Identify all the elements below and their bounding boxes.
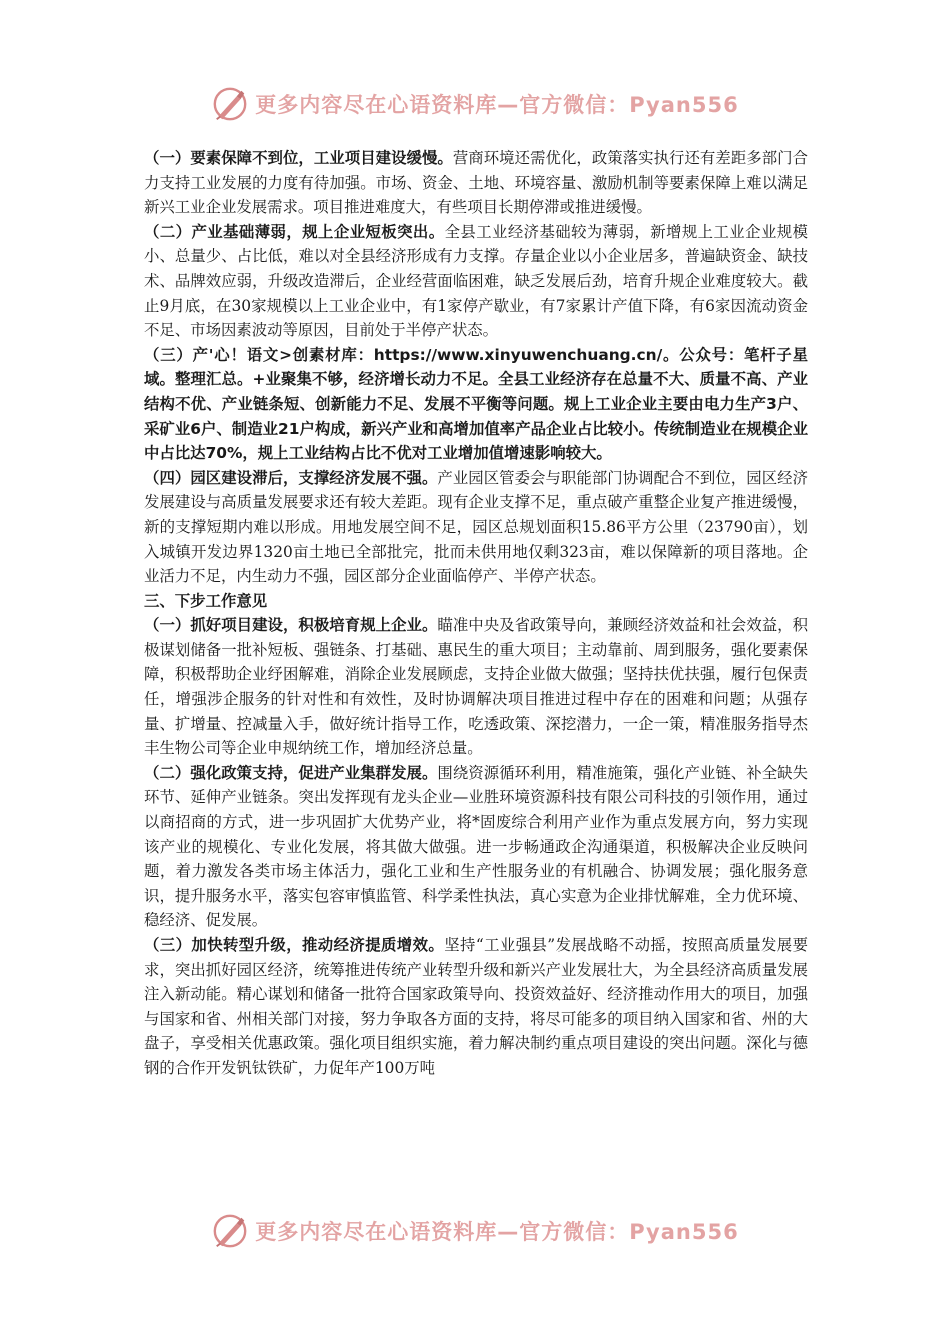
paragraph-lead: （四）园区建设滞后，支撑经济发展不强。 [144,468,438,487]
paragraph-text: 全县工业经济基础较为薄弱，新增规上工业企业规模小、总量少、占比低，难以对全县经济形成有力支撑。存量企业以小企业居多，普遍缺资金、缺技术、品牌效应弱，升级改造滞后，企业经营面临困难，缺乏发展后劲，培育升规企业难度较大。截止9月底，在30家规模以上工业企业中，有1家停产歇业，有7家累计产值下降，有6家因流动资金不足、市场因素波动等原因，目前处于半停产状态。 [144,222,808,340]
paragraph-5 [144,613,808,761]
paragraph-7 [144,933,808,1081]
paragraph-text: 围绕资源循环利用，精准施策，强化产业链、补全缺失环节、延伸产业链条。突出发挥现有龙头企业—业胜环境资源科技有限公司科技的引领作用，通过以商招商的方式，进一步巩固扩大优势产业，将*固废综合利用产业作为重点发展方向，努力实现该产业的规模化、专业化发展，将其做大做强。进一步畅通政企沟通渠道，积极解决企业反映问题，着力激发各类市场主体活力，强化工业和生产性服务业的有机融合、协调发展；强化服务意识，提升服务水平，落实包容审慎监管、科学柔性执法，真心实意为企业排忧解难，全力优环境、稳经济、促发展。 [144,763,808,930]
paragraph-lead: （二）产业基础薄弱，规上企业短板突出。 [144,222,445,241]
paragraph-lead: （一）抓好项目建设，积极培育规上企业。 [144,616,438,635]
watermark-text: 更多内容尽在心语资料库—官方微信：Pyan556 [255,1220,739,1244]
paragraph-2 [144,220,808,343]
footer-watermark [0,1209,950,1253]
paragraph-6 [144,761,808,933]
section-heading: 三、下步工作意见 [144,591,268,610]
paragraph-text: 坚持“工业强县”发展战略不动摇，按照高质量发展要求，突出抓好园区经济，统筹推进传统产业转型升级和新兴产业发展壮大，为全县经济高质量发展注入新动能。精心谋划和储备一批符合国家政策导向、投资效益好、经济推动作用大的项目，加强与国家和省、州相关部门对接，努力争取各方面的支持，将尽可能多的项目纳入国家和省、州的大盘子，享受相关优惠政策。强化项目组织实施，着力解决制约重点项目建设的突出问题。深化与德钢的合作开发钒钛铁矿，力促年产100万吨 [144,936,808,1077]
paragraph-text: 产业园区管委会与职能部门协调配合不到位，园区经济发展建设与高质量发展要求还有较大差距。现有企业支撑不足，重点破产重整企业复产推进缓慢，新的支撑短期内难以形成。用地发展空间不足，园区总规划面积15.86平方公里（23790亩），划入城镇开发边界1320亩土地已全部批完，批而未供用地仅剩323亩，难以保障新的项目落地。企业活力不足，内生动力不强，园区部分企业面临停产、半停产状态。 [144,468,808,586]
paragraph-lead: （一）要素保障不到位，工业项目建设缓慢。 [144,149,453,167]
paragraph-1 [144,146,808,220]
paragraph-text: 产'心！语文>创素材库：https://www.xinyuwenchuang.cn/。公众号：笔杆子星域。整理汇总。+业聚集不够，经济增长动力不足。全县工业经济存在总量不大、质量不高、产业结构不优、产业链条短、创新能力不足、发展不平衡等问题。规上工业企业主要由电力生产3户、采矿业6户、制造业21户构成，新兴产业和高增加值率产品企业占比较小。传统制造业在规模企业中占比达70%，规上工业结构占比不优对工业增加值增速影响较大。 [144,345,808,463]
watermark-text: 更多内容尽在心语资料库—官方微信：Pyan556 [255,93,739,117]
paragraph-3 [144,343,808,466]
paragraph-text: 营商环境还需优化，政策落实执行还有差距多部门合力支持工业发展的力度有待加强。市场、资金、土地、环境容量、激励机制等要素保障上难以满足新兴工业企业发展需求。项目推进难度大，有些项目长期停滞或推进缓慢。 [144,149,808,217]
pen-circle-logo-icon [211,85,249,123]
paragraph-text: 瞄准中央及省政策导向，兼顾经济效益和社会效益，积极谋划储备一批补短板、强链条、打基础、惠民生的重大项目；主动靠前、周到服务，强化要素保障，积极帮助企业纾困解难，消除企业发展顾虑，支持企业做大做强；坚持扶优扶强，履行包保责任，增强涉企服务的针对性和有效性，及时协调解决项目推进过程中存在的困难和问题；从强存量、扩增量、控减量入手，做好统计指导工作，吃透政策、深挖潜力，一企一策，精准服务指导杰丰生物公司等企业申规纳统工作，增加经济总量。 [144,616,808,758]
header-watermark [0,82,950,126]
paragraph-lead: （三） [144,345,193,364]
pen-circle-logo-icon [211,1212,249,1250]
paragraph-lead: （三）加快转型升级，推动经济提质增效。 [144,936,445,954]
paragraph-lead: （二）强化政策支持，促进产业集群发展。 [144,763,438,782]
document-body [144,146,808,1081]
paragraph-4 [144,466,808,589]
